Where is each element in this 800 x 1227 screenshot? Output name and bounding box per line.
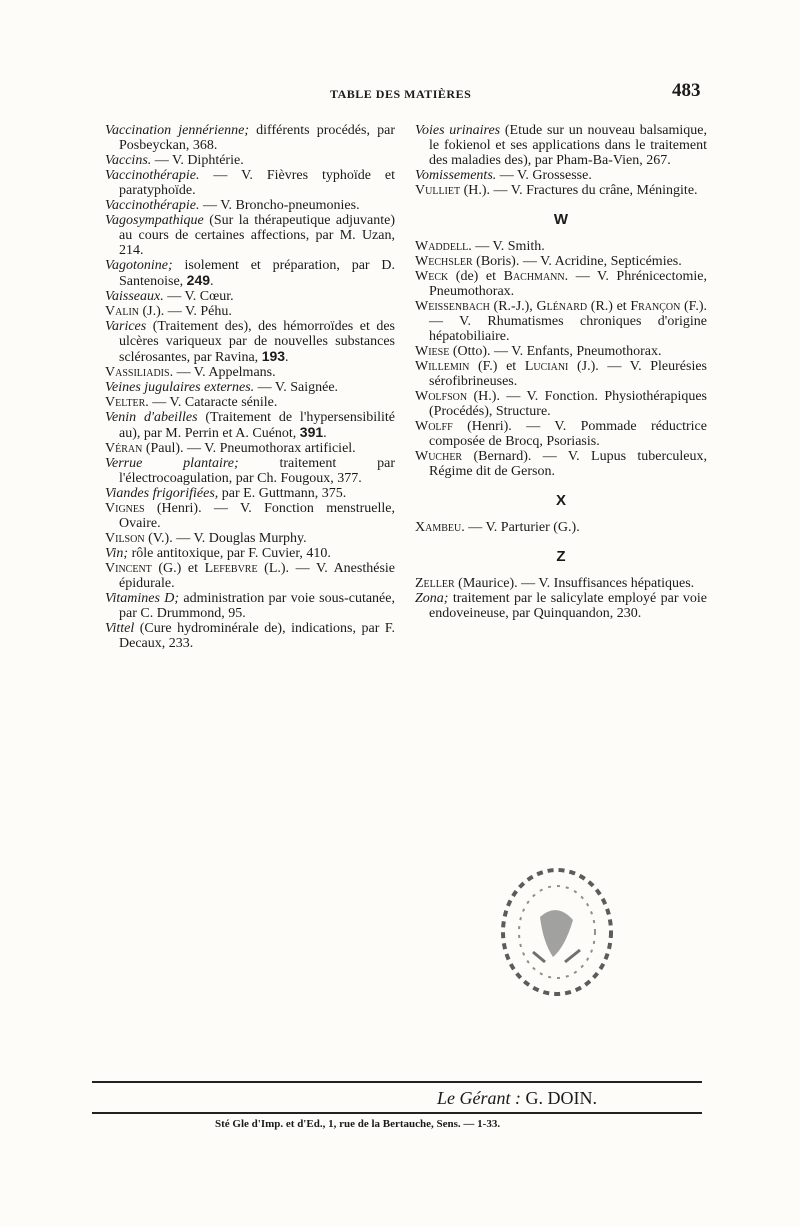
index-entry [415, 591, 707, 621]
index-entry [105, 380, 395, 395]
author-name: Valin [105, 304, 139, 319]
library-stamp-icon [495, 862, 620, 1002]
entry-text: (J.). — V. Péhu. [139, 304, 232, 319]
author-name: Wolfson [415, 389, 468, 404]
entry-text: isolement et préparation, par D. Santenoise, [119, 258, 395, 289]
index-entry [415, 576, 707, 591]
index-entry [415, 389, 707, 419]
entry-text: (de) et [448, 269, 504, 284]
author-name: Vulliet [415, 183, 461, 198]
entry-text: . — V. Cataracte sénile. [145, 395, 278, 410]
entry-text: (H.). — V. Fractures du crâne, Méningite. [460, 183, 698, 198]
author-name: Vassiliadis [105, 365, 170, 380]
index-entry [105, 289, 395, 304]
entry-heading: Varices [105, 319, 147, 334]
index-entry [105, 198, 395, 213]
entry-text: . — V. Phrénicectomie, Pneumothorax. [429, 269, 707, 299]
section-letter-x: X [555, 492, 566, 509]
author-name: Françon [630, 299, 681, 314]
page-reference: 391 [299, 424, 324, 440]
entry-heading: Zona; [415, 591, 449, 606]
index-entry [105, 501, 395, 531]
entry-text: (H.). — V. Fonction. Physiothérapiques (Procédés), Structure. [429, 389, 707, 419]
entry-text: (Henri). — V. Fonction menstruelle, Ovaire. [119, 501, 395, 531]
entry-text: (R.-J.), [489, 299, 537, 314]
entry-text: . [210, 274, 214, 289]
author-name: Willemin [415, 359, 470, 374]
entry-text: administration par voie sous-cutanée, par C. Drummond, 95. [119, 591, 395, 621]
author-name: Glénard [536, 299, 588, 314]
page-reference: 193 [261, 348, 286, 364]
entry-text: (Paul). — V. Pneumothorax artificiel. [142, 441, 356, 456]
printer-imprint: Sté Gle d'Imp. et d'Ed., 1, rue de la Bertauche, Sens. — 1-33. [215, 1118, 501, 1130]
entry-text: (J.). — V. Pleurésies sérofibrineuses. [429, 359, 708, 389]
index-entry [105, 531, 395, 546]
section-x [415, 520, 707, 535]
index-entry [105, 153, 395, 168]
page-reference: 249 [186, 272, 211, 288]
entry-text: — V. Saignée. [254, 380, 339, 395]
entry-heading: Viandes frigorifiées, [105, 486, 219, 501]
section-w [415, 239, 707, 479]
entry-text: — V. Broncho-pneumonies. [199, 198, 360, 213]
entry-text: (G.) et [151, 561, 205, 576]
entry-text: — V. Cœur. [163, 289, 234, 304]
author-name: Luciani [524, 359, 569, 374]
entry-text: (F.) et [469, 359, 525, 374]
entry-text: . — V. Parturier (G.). [461, 520, 580, 535]
index-entry [105, 365, 395, 380]
index-entry [415, 168, 707, 183]
section-z [415, 576, 707, 621]
index-entry [105, 410, 395, 441]
index-entry [415, 449, 707, 479]
entry-heading: Vagosympathique [105, 213, 204, 228]
index-entry [415, 419, 707, 449]
section-letter-w: W [553, 211, 569, 228]
entry-heading: Voies urinaires [415, 123, 501, 138]
entry-text: . — V. Appelmans. [169, 365, 276, 380]
entry-text: (Henri). — V. Pommade réductrice composée de Brocq, Psoriasis. [429, 419, 707, 449]
author-name: Waddell [415, 239, 469, 254]
author-name: Bachmann [503, 269, 565, 284]
author-name: Lefebvre [204, 561, 258, 576]
index-entry [105, 441, 395, 456]
entry-text: différents procédés, par Posbeyckan, 368. [119, 123, 395, 153]
entry-heading: Vaccins. [105, 153, 152, 168]
running-title: TABLE DES MATIÈRES [330, 87, 472, 101]
entry-heading: Veines jugulaires externes. [105, 380, 255, 395]
entry-text: (Otto). — V. Enfants, Pneumothorax. [449, 344, 662, 359]
index-entry [105, 304, 395, 319]
entry-heading: Venin d'abeilles [105, 410, 198, 425]
author-name: Xambeu [415, 520, 462, 535]
page-number: 483 [672, 80, 701, 101]
author-name: Weissenbach [415, 299, 490, 314]
section-letter-z: Z [556, 548, 566, 565]
author-name: Velter [105, 395, 146, 410]
index-entry [415, 359, 707, 389]
entry-text: (Traitement de l'hypersensibilité au), par M. Perrin et A. Cuénot, [119, 410, 395, 441]
gerant-label: Le Gérant : [437, 1088, 521, 1108]
section-v [415, 123, 707, 198]
footer-rule-top [92, 1081, 702, 1083]
entry-text: par E. Guttmann, 375. [218, 486, 347, 501]
index-entry [105, 395, 395, 410]
entry-heading: Vaisseaux. [105, 289, 164, 304]
author-name: Véran [105, 441, 143, 456]
left-column [105, 123, 395, 651]
index-entry [415, 344, 707, 359]
index-entry [105, 123, 395, 153]
index-entry [415, 299, 707, 344]
entry-text: — V. Grossesse. [496, 168, 592, 183]
index-entry [105, 258, 395, 289]
entry-text: (R.) et [587, 299, 631, 314]
index-entry [415, 254, 707, 269]
entry-text: (L.). — V. Anesthésie épidurale. [119, 561, 395, 591]
author-name: Vincent [105, 561, 152, 576]
entry-text: (Maurice). — V. Insuffisances hépatiques. [454, 576, 695, 591]
index-entry [105, 621, 395, 651]
index-entry [105, 456, 395, 486]
entry-text: — V. Fièvres typhoïde et paratyphoïde. [119, 168, 395, 198]
author-name: Vignes [105, 501, 145, 516]
entry-heading: Vin; [105, 546, 129, 561]
index-entry [105, 561, 395, 591]
author-name: Vilson [105, 531, 145, 546]
entry-text: (F.). — V. Rhumatismes chroniques d'origine hépatobiliaire. [429, 299, 707, 344]
index-entry [415, 123, 707, 168]
entry-text: (Cure hydrominérale de), indications, par F. Decaux, 233. [119, 621, 395, 651]
entry-text: (Bernard). — V. Lupus tuberculeux, Régime dit de Gerson. [429, 449, 707, 479]
entry-text: — V. Diphtérie. [151, 153, 244, 168]
entry-text: . [285, 350, 289, 365]
index-entry [415, 520, 707, 535]
entry-text: (Traitement des), des hémorroïdes et des ulcères variqueux par de nouvelles substances sclérosantes, par Ravina, [119, 319, 395, 365]
index-entry [415, 183, 707, 198]
entry-text: (V.). — V. Douglas Murphy. [144, 531, 307, 546]
gerant-line [437, 1088, 597, 1109]
entry-heading: Vitamines D; [105, 591, 180, 606]
entry-text: . [323, 426, 327, 441]
entry-text: (Sur la thérapeutique adjuvante) au cours de certaines affections, par M. Uzan, 214. [119, 213, 395, 258]
entry-text: rôle antitoxique, par F. Cuvier, 410. [128, 546, 331, 561]
entry-heading: Vagotonine; [105, 258, 173, 273]
author-name: Weck [415, 269, 449, 284]
entry-text: traitement par l'électrocoagulation, par Ch. Fougoux, 377. [119, 456, 395, 486]
author-name: Zeller [415, 576, 455, 591]
right-column [415, 123, 707, 621]
index-entry [105, 591, 395, 621]
entry-heading: Vomissements. [415, 168, 497, 183]
entry-heading: Verrue plantaire; [105, 456, 239, 471]
index-entry [415, 269, 707, 299]
entry-text: (Etude sur un nouveau balsamique, le fokienol et ses applications dans le traitement des maladies des), par Pham-Ba-Vien, 267. [429, 123, 707, 168]
author-name: Wolff [415, 419, 453, 434]
entry-text: . — V. Smith. [468, 239, 545, 254]
index-entry [105, 319, 395, 365]
index-entry [105, 168, 395, 198]
footer-rule-bottom [92, 1112, 702, 1114]
entry-heading: Vaccinothérapie. [105, 198, 200, 213]
index-entry [105, 486, 395, 501]
entry-text: traitement par le salicylate employé par voie endoveineuse, par Quinquandon, 230. [429, 591, 707, 621]
index-entry [105, 213, 395, 258]
author-name: Wucher [415, 449, 463, 464]
entry-heading: Vittel [105, 621, 135, 636]
index-entry [415, 239, 707, 254]
entry-text: (Boris). — V. Acridine, Septicémies. [472, 254, 682, 269]
author-name: Wiese [415, 344, 450, 359]
index-entry [105, 546, 395, 561]
entry-heading: Vaccinothérapie. [105, 168, 200, 183]
entry-heading: Vaccination jennérienne; [105, 123, 249, 138]
author-name: Wechsler [415, 254, 473, 269]
gerant-name: G. DOIN. [521, 1088, 597, 1108]
